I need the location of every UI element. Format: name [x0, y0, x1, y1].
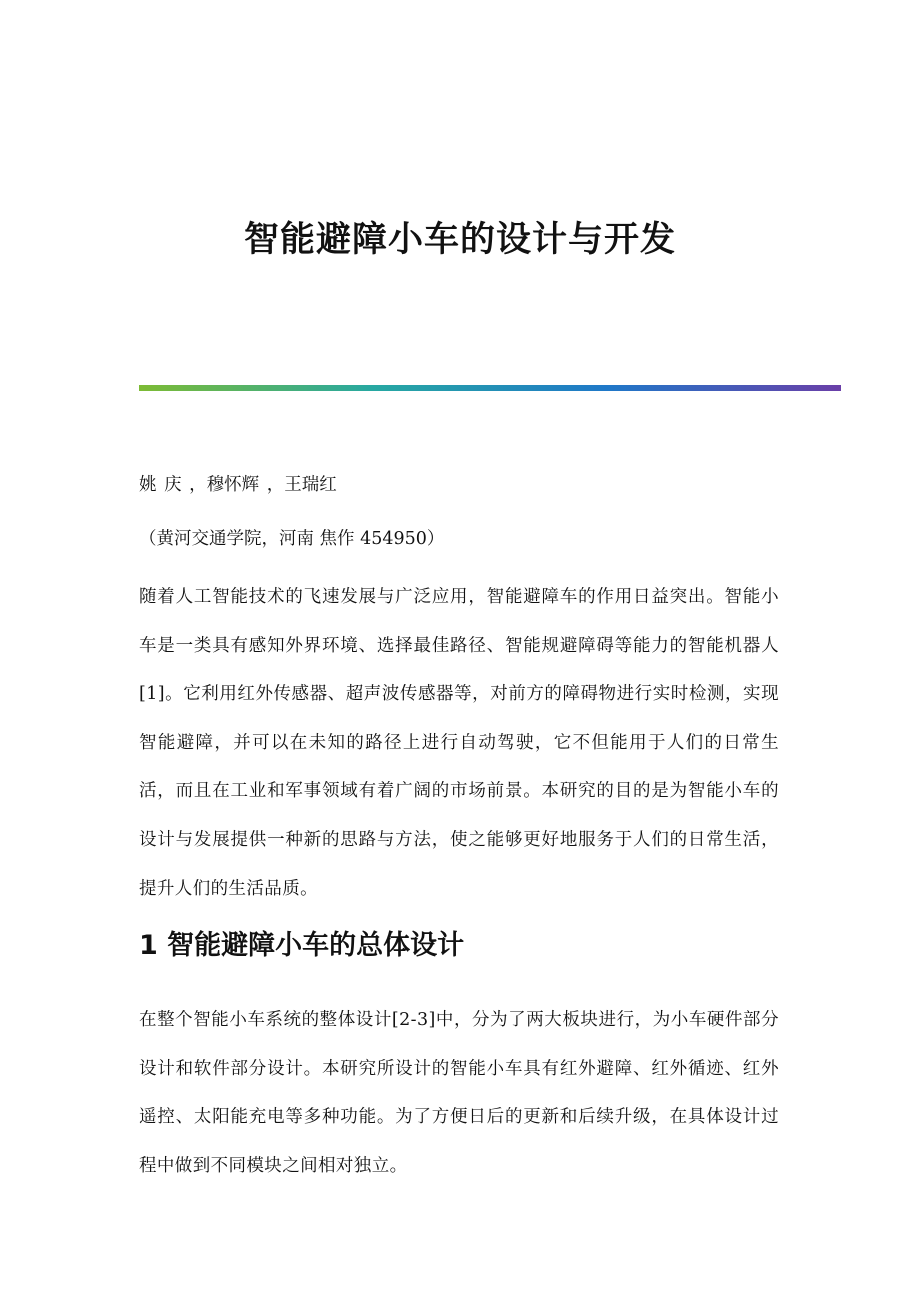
authors: 姚 庆 ，穆怀辉 ，王瑞红	[139, 475, 337, 495]
section-heading: 1 智能避障小车的总体设计	[139, 930, 465, 961]
intro-paragraph: 随着人工智能技术的飞速发展与广泛应用，智能避障车的作用日益突出。智能小车是一类具有感知外界环境、选择最佳路径、智能规避障碍等能力的智能机器人[1]。它利用红外传感器、超声波传感器等，对前方的障碍物进行实时检测，实现智能避障，并可以在未知的路径上进行自动驾驶，它不但能用于人们的日常生活，而且在工业和军事领域有着广阔的市场前景。本研究的目的是为智能小车的设计与发展提供一种新的思路与方法，使之能够更好地服务于人们的日常生活，提升人们的生活品质。	[139, 587, 779, 899]
document-title: 智能避障小车的设计与开发	[243, 220, 676, 260]
section-paragraph: 在整个智能小车系统的整体设计[2-3]中，分为了两大板块进行，为小车硬件部分设计和软件部分设计。本研究所设计的智能小车具有红外避障、红外循迹、红外遥控、太阳能充电等多种功能。为了方便日后的更新和后续升级，在具体设计过程中做到不同模块之间相对独立。	[139, 1010, 779, 1176]
affiliation: （黄河交通学院，河南 焦作 454950）	[139, 529, 445, 549]
title-divider	[139, 385, 841, 391]
